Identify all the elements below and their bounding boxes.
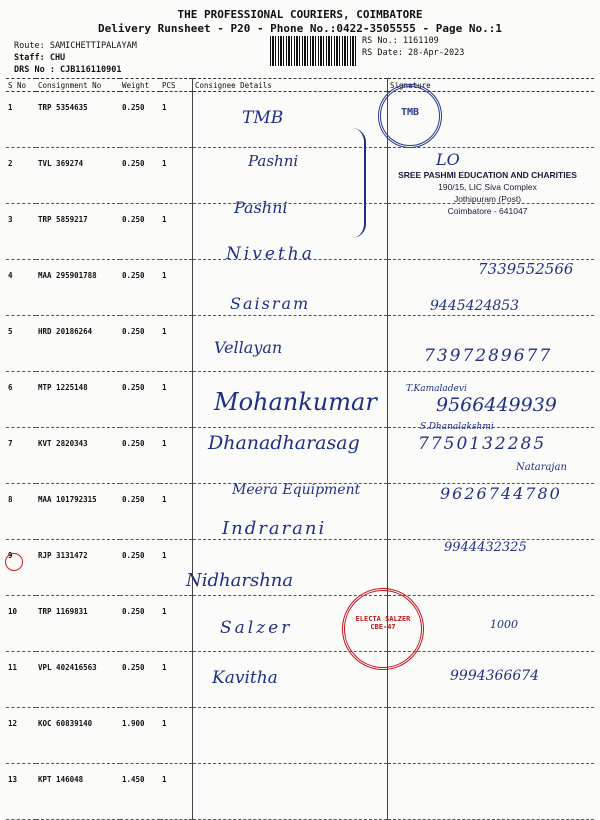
cell-weight: 0.250 — [120, 372, 160, 428]
cell-consignment: KPT 146048 — [36, 764, 120, 820]
cell-pcs: 1 — [160, 92, 193, 148]
cell-consignment: MAA 295901788 — [36, 260, 120, 316]
consignee-name: Dhanadharasag — [208, 432, 360, 454]
consignee-name: Vellayan — [214, 338, 283, 357]
cell-sno: 7 — [6, 428, 36, 484]
cell-consignment: VPL 402416563 — [36, 652, 120, 708]
consignee-name: Kavitha — [212, 668, 278, 688]
consignee-name: Salzer — [220, 618, 293, 638]
cell-weight: 0.250 — [120, 652, 160, 708]
signature-phone: 7397289677 — [424, 346, 553, 366]
cell-pcs: 1 — [160, 148, 193, 204]
col-weight: Weight — [120, 79, 160, 92]
table-row — [6, 92, 594, 148]
route-label: Route: SAMICHETTIPALAYAM — [14, 41, 137, 51]
cell-weight: 0.250 — [120, 204, 160, 260]
signature-name: Natarajan — [516, 462, 567, 473]
cell-sno: 6 — [6, 372, 36, 428]
cell-weight: 0.250 — [120, 148, 160, 204]
cell-pcs: 1 — [160, 764, 193, 820]
cell-sno: 8 — [6, 484, 36, 540]
signature-mark: 1000 — [490, 618, 518, 631]
col-signature: Signature — [388, 79, 595, 92]
col-consignee: Consignee Details — [193, 79, 388, 92]
cell-consignment: MAA 101792315 — [36, 484, 120, 540]
cell-weight: 0.250 — [120, 596, 160, 652]
cell-weight: 1.450 — [120, 764, 160, 820]
consignee-name: Saisram — [230, 294, 311, 313]
signature-phone: 7750132285 — [418, 434, 547, 454]
cell-signature — [388, 764, 595, 820]
col-sno: S No — [6, 79, 36, 92]
signature-mark: LO — [436, 150, 460, 169]
signature-phone: 7339552566 — [478, 260, 574, 278]
signature-phone: 9626744780 — [440, 484, 562, 503]
cell-pcs: 1 — [160, 428, 193, 484]
cell-consignment: TRP 5354635 — [36, 92, 120, 148]
cell-pcs: 1 — [160, 260, 193, 316]
cell-consignment: KOC 60839140 — [36, 708, 120, 764]
cell-sno: 1 — [6, 92, 36, 148]
table-row — [6, 764, 594, 820]
bank-stamp: TMB — [378, 84, 442, 148]
cell-sno: 3 — [6, 204, 36, 260]
table-row — [6, 708, 594, 764]
cell-pcs: 1 — [160, 596, 193, 652]
cell-weight: 0.250 — [120, 428, 160, 484]
consignee-name: Indrarani — [222, 518, 327, 539]
cell-consignee — [193, 708, 388, 764]
signature-phone: 9566449939 — [436, 394, 557, 416]
signature-phone: 9445424853 — [430, 298, 520, 314]
cell-sno: 11 — [6, 652, 36, 708]
signature-phone: 9994366674 — [450, 668, 540, 684]
cell-pcs: 1 — [160, 372, 193, 428]
drs-number: DRS No : CJB116110901 — [14, 65, 122, 75]
cell-consignment: TRP 5859217 — [36, 204, 120, 260]
cell-consignee — [193, 764, 388, 820]
consignee-name: Mohankumar — [214, 388, 377, 416]
cell-consignment: RJP 3131472 — [36, 540, 120, 596]
cell-consignment: KVT 2820343 — [36, 428, 120, 484]
brace-mark — [350, 128, 366, 238]
runsheet-title: Delivery Runsheet - P20 - Phone No.:0422-3505555 - Page No.:1 — [98, 22, 502, 35]
cell-weight: 0.250 — [120, 540, 160, 596]
consignee-name: Meera Equipment — [232, 482, 361, 498]
address-line: Jothipuram (Post) — [453, 194, 522, 204]
rs-date: RS Date: 28-Apr-2023 — [362, 48, 465, 58]
staff-label: Staff: CHU — [14, 53, 66, 63]
col-consignment: Consignment No — [36, 79, 120, 92]
cell-sno: 2 — [6, 148, 36, 204]
consignee-name: Nidharshna — [186, 570, 294, 591]
rs-number: RS No.: 1161109 — [362, 36, 439, 46]
cell-sno: 5 — [6, 316, 36, 372]
address-line: SREE PASHMI EDUCATION AND CHARITIES — [398, 170, 577, 180]
cell-pcs: 1 — [160, 540, 193, 596]
row-11-circle-mark — [5, 553, 23, 571]
cell-consignment: TRP 1169831 — [36, 596, 120, 652]
cell-pcs: 1 — [160, 484, 193, 540]
cell-sno: 10 — [6, 596, 36, 652]
cell-weight: 0.250 — [120, 484, 160, 540]
cell-weight: 0.250 — [120, 92, 160, 148]
cell-pcs: 1 — [160, 316, 193, 372]
barcode — [270, 36, 358, 66]
signature-phone: 9944432325 — [444, 540, 527, 555]
cell-sno: 12 — [6, 708, 36, 764]
company-stamp: ELECTA SALZER CBE-47 — [342, 588, 424, 670]
cell-consignment: HRD 20186264 — [36, 316, 120, 372]
consignee-name: Pashni — [234, 198, 288, 217]
consignee-name: TMB — [242, 108, 284, 128]
consignee-name: Nivetha — [226, 244, 315, 264]
address-line: Coimbatore - 641047 — [447, 206, 528, 216]
cell-signature — [388, 708, 595, 764]
signature-name: T.Kamaladevi — [406, 384, 467, 394]
cell-weight: 0.250 — [120, 260, 160, 316]
cell-sno: 4 — [6, 260, 36, 316]
cell-weight: 0.250 — [120, 316, 160, 372]
cell-consignment: TVL 369274 — [36, 148, 120, 204]
table-header — [6, 79, 594, 92]
cell-pcs: 1 — [160, 652, 193, 708]
cell-pcs: 1 — [160, 204, 193, 260]
cell-weight: 1.900 — [120, 708, 160, 764]
cell-pcs: 1 — [160, 708, 193, 764]
consignee-name: Pashni — [248, 152, 299, 170]
signature-name: S.Dhanalakshmi — [420, 422, 494, 432]
address-line: 190/15, LIC Siva Complex — [438, 182, 537, 192]
company-title: THE PROFESSIONAL COURIERS, COIMBATORE — [177, 8, 423, 21]
cell-consignment: MTP 1225148 — [36, 372, 120, 428]
cell-sno: 13 — [6, 764, 36, 820]
col-pcs: PCS — [160, 79, 193, 92]
cell-sno: 9 — [6, 540, 36, 596]
